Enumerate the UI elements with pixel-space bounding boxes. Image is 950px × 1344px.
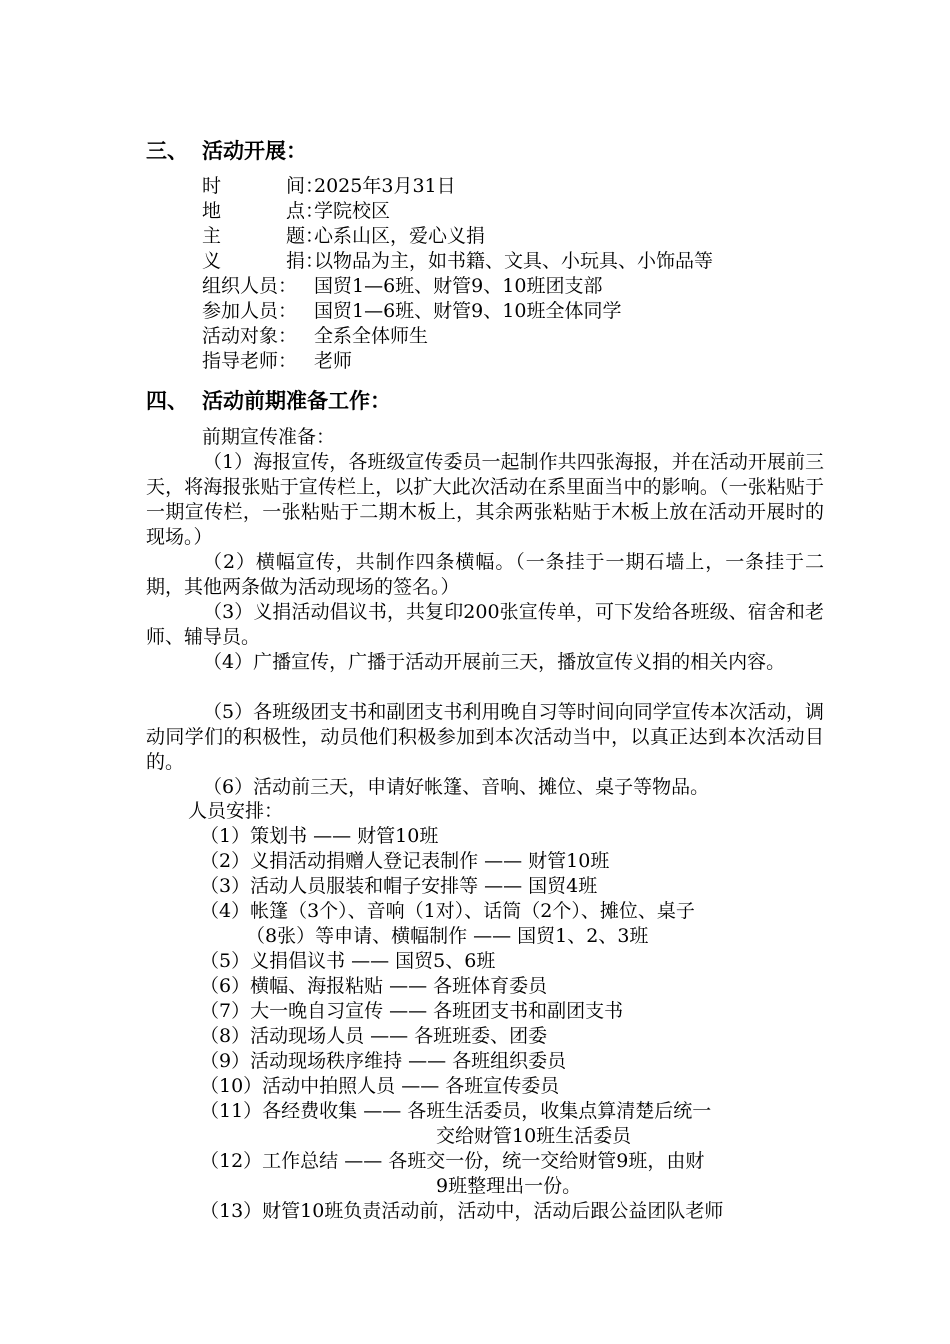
- section-3-heading: [146, 136, 307, 166]
- staff-item: （9）活动现场秩序维持 —— 各班组织委员: [200, 1050, 567, 1072]
- publicity-item-4: （4）广播宣传，广播于活动开展前三天，播放宣传义捐的相关内容。: [203, 651, 786, 673]
- section-3-title: 活动开展：: [202, 139, 307, 163]
- detail-value: 国贸1—6班、财管9、10班团支部: [314, 275, 603, 297]
- staff-item: （4）帐篷（3个）、音响（1对）、话筒（2个）、摊位、桌子: [200, 900, 695, 922]
- detail-label-b: 间：: [286, 175, 325, 197]
- detail-label-a: 时: [202, 175, 222, 197]
- publicity-heading: 前期宣传准备：: [202, 426, 336, 448]
- detail-organizers: [202, 274, 602, 299]
- detail-value: 全系全体师生: [314, 325, 429, 347]
- detail-donation: [202, 249, 713, 274]
- section-4-heading: [146, 386, 391, 416]
- detail-participants: [202, 299, 621, 324]
- detail-value: 老师: [314, 350, 353, 372]
- publicity-item-2: （2）横幅宣传，共制作四条横幅。（一条挂于一期石墙上，一条挂于二期，其他两条做为活动现场的签名。）: [146, 551, 824, 598]
- staff-item: （8）活动现场人员 —— 各班班委、团委: [200, 1025, 548, 1047]
- detail-value: 国贸1—6班、财管9、10班全体同学: [314, 300, 622, 322]
- detail-label-b: 点：: [286, 200, 325, 222]
- staff-item: （1）策划书 —— 财管10班: [200, 825, 439, 847]
- staff-item: （12）工作总结 —— 各班交一份，统一交给财管9班，由财: [200, 1150, 705, 1172]
- detail-value: 心系山区，爱心义捐: [314, 225, 486, 247]
- detail-label-b: 题：: [286, 225, 325, 247]
- staff-item-continued: （8张）等申请、横幅制作 —— 国贸1、2、3班: [246, 925, 649, 947]
- staff-item: （10）活动中拍照人员 —— 各班宣传委员: [200, 1075, 560, 1097]
- detail-label: 指导老师：: [202, 350, 298, 372]
- publicity-item-5: （5）各班级团支书和副团支书利用晚自习等时间向同学宣传本次活动，调动同学们的积极性，动员他们积极参加到本次活动当中，以真正达到本次活动目的。: [146, 701, 824, 773]
- detail-theme: [202, 224, 485, 249]
- detail-time: [202, 174, 456, 199]
- staff-item: （6）横幅、海报粘贴 —— 各班体育委员: [200, 975, 548, 997]
- detail-value: 2025年3月31日: [314, 175, 456, 197]
- section-3-number: 三、: [146, 139, 188, 163]
- section-4-number: 四、: [146, 389, 188, 413]
- staff-item: （7）大一晚自习宣传 —— 各班团支书和副团支书: [200, 1000, 624, 1022]
- detail-advisor: [202, 349, 352, 374]
- staff-item: （3）活动人员服装和帽子安排等 —— 国贸4班: [200, 875, 598, 897]
- detail-place: [202, 199, 390, 224]
- publicity-item-3: （3）义捐活动倡议书，共复印200张宣传单，可下发给各班级、宿舍和老师、辅导员。: [146, 601, 824, 648]
- detail-value: 学院校区: [314, 200, 391, 222]
- detail-value: 以物品为主，如书籍、文具、小玩具、小饰品等: [314, 250, 714, 272]
- section-4-title: 活动前期准备工作：: [202, 389, 391, 413]
- staff-item-continued: 交给财管10班生活委员: [436, 1125, 632, 1147]
- detail-label-a: 主: [202, 225, 222, 247]
- detail-label: 活动对象：: [202, 325, 298, 347]
- publicity-item-6: （6）活动前三天，申请好帐篷、音响、摊位、桌子等物品。: [203, 776, 710, 798]
- staff-item: （2）义捐活动捐赠人登记表制作 —— 财管10班: [200, 850, 610, 872]
- detail-label-b: 捐：: [286, 250, 325, 272]
- staff-item: （13）财管10班负责活动前，活动中，活动后跟公益团队老师: [200, 1200, 724, 1222]
- staff-heading: 人员安排：: [188, 800, 284, 822]
- detail-label-a: 义: [202, 250, 222, 272]
- staff-item: （5）义捐倡议书 —— 国贸5、6班: [200, 950, 496, 972]
- detail-audience: [202, 324, 428, 349]
- staff-item: （11）各经费收集 —— 各班生活委员，收集点算清楚后统一: [200, 1100, 712, 1122]
- detail-label-a: 地: [202, 200, 222, 222]
- detail-label: 参加人员：: [202, 300, 298, 322]
- publicity-item-1: （1）海报宣传，各班级宣传委员一起制作共四张海报，并在活动开展前三天，将海报张贴于宣传栏上，以扩大此次活动在系里面当中的影响。（一张粘贴于一期宣传栏，一张粘贴于二期木板上，其余两张粘贴于木板上放在活动开展时的现场。）: [146, 451, 824, 548]
- staff-item-continued: 9班整理出一份。: [436, 1175, 582, 1197]
- detail-label: 组织人员：: [202, 275, 298, 297]
